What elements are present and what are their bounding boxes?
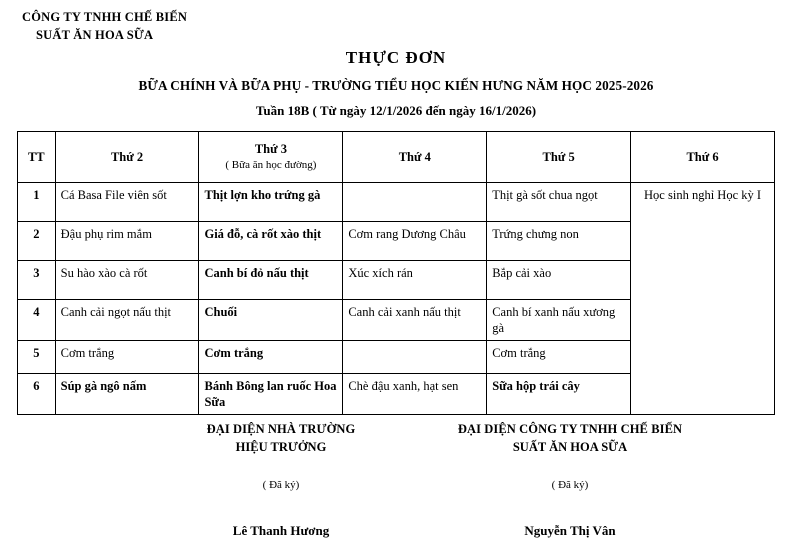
column-header-tt — [18, 132, 56, 183]
column-header-monday — [55, 132, 199, 183]
cell-tuesday: Giá đỗ, cà rốt xào thịt — [199, 222, 343, 261]
menu-table — [17, 131, 775, 415]
cell-monday: Súp gà ngô nấm — [55, 374, 199, 415]
cell-wednesday: Canh cải xanh nấu thịt — [343, 300, 487, 341]
column-header-tuesday-sublabel: ( Bữa ăn học đường) — [225, 159, 317, 172]
signature-company-title: ĐẠI DIỆN CÔNG TY TNHH CHẾ BIẾN — [457, 422, 683, 436]
cell-wednesday — [343, 341, 487, 374]
signature-school-name: Lê Thanh Hương — [232, 522, 330, 538]
cell-wednesday: Chè đậu xanh, hạt sen — [343, 374, 487, 415]
cell-wednesday — [343, 183, 487, 222]
column-header-monday-label: Thứ 2 — [110, 150, 144, 164]
cell-tuesday: Cơm trắng — [199, 341, 343, 374]
cell-tuesday: Bánh Bông lan ruốc Hoa Sữa — [199, 374, 343, 415]
row-index: 5 — [18, 341, 56, 374]
cell-monday: Cơm trắng — [55, 341, 199, 374]
signature-school-role: HIỆU TRƯỞNG — [235, 439, 327, 454]
document-title: THỰC ĐƠN — [345, 48, 447, 67]
row-index: 4 — [18, 300, 56, 341]
cell-tuesday: Canh bí đỏ nấu thịt — [199, 261, 343, 300]
cell-monday: Cá Basa File viên sốt — [55, 183, 199, 222]
document-subtitle: BỮA CHÍNH VÀ BỮA PHỤ - TRƯỜNG TIỂU HỌC KIẾN HƯNG NĂM HỌC 2025-2026 — [138, 78, 654, 93]
row-index: 6 — [18, 374, 56, 415]
cell-thursday: Bắp cải xào — [487, 261, 631, 300]
signature-school — [146, 421, 416, 539]
title-block — [0, 48, 792, 119]
cell-tuesday: Thịt lợn kho trứng gà — [199, 183, 343, 222]
signature-company-role: SUẤT ĂN HOA SỮA — [512, 439, 628, 454]
cell-monday: Su hào xào cà rốt — [55, 261, 199, 300]
signature-company — [420, 421, 720, 539]
row-index: 3 — [18, 261, 56, 300]
column-header-friday — [631, 132, 775, 183]
table-row — [18, 183, 775, 222]
cell-thursday: Canh bí xanh nấu xương gà — [487, 300, 631, 341]
cell-friday-note: Học sinh nghỉ Học kỳ I — [631, 183, 775, 415]
table-header-row — [18, 132, 775, 183]
signature-company-note: ( Đã ký) — [551, 478, 589, 491]
cell-thursday: Sữa hộp trái cây — [487, 374, 631, 415]
cell-thursday: Cơm trắng — [487, 341, 631, 374]
column-header-thursday-label: Thứ 5 — [542, 150, 575, 164]
column-header-tuesday — [199, 132, 343, 183]
cell-monday: Đậu phụ rim mắm — [55, 222, 199, 261]
column-header-tt-label: TT — [27, 150, 45, 164]
company-name-line-1: CÔNG TY TNHH CHẾ BIẾN — [22, 10, 188, 24]
signature-school-note: ( Đã ký) — [262, 478, 300, 491]
cell-thursday: Trứng chưng non — [487, 222, 631, 261]
cell-tuesday: Chuối — [199, 300, 343, 341]
column-header-wednesday-label: Thứ 4 — [398, 150, 431, 164]
company-name-line-2: SUẤT ĂN HOA SỮA — [36, 28, 154, 43]
signature-company-name: Nguyễn Thị Vân — [524, 522, 616, 538]
cell-thursday: Thịt gà sốt chua ngọt — [487, 183, 631, 222]
column-header-tuesday-label: Thứ 3 — [254, 142, 287, 157]
signature-school-title: ĐẠI DIỆN NHÀ TRƯỜNG — [206, 422, 356, 436]
cell-wednesday: Cơm rang Dương Châu — [343, 222, 487, 261]
column-header-thursday — [487, 132, 631, 183]
cell-monday: Canh cải ngọt nấu thịt — [55, 300, 199, 341]
row-index: 1 — [18, 183, 56, 222]
company-header — [22, 8, 187, 44]
column-header-friday-label: Thứ 6 — [686, 150, 719, 164]
column-header-wednesday — [343, 132, 487, 183]
row-index: 2 — [18, 222, 56, 261]
week-range: Tuần 18B ( Từ ngày 12/1/2026 đến ngày 16/1/2026) — [255, 103, 537, 118]
cell-wednesday: Xúc xích rán — [343, 261, 487, 300]
